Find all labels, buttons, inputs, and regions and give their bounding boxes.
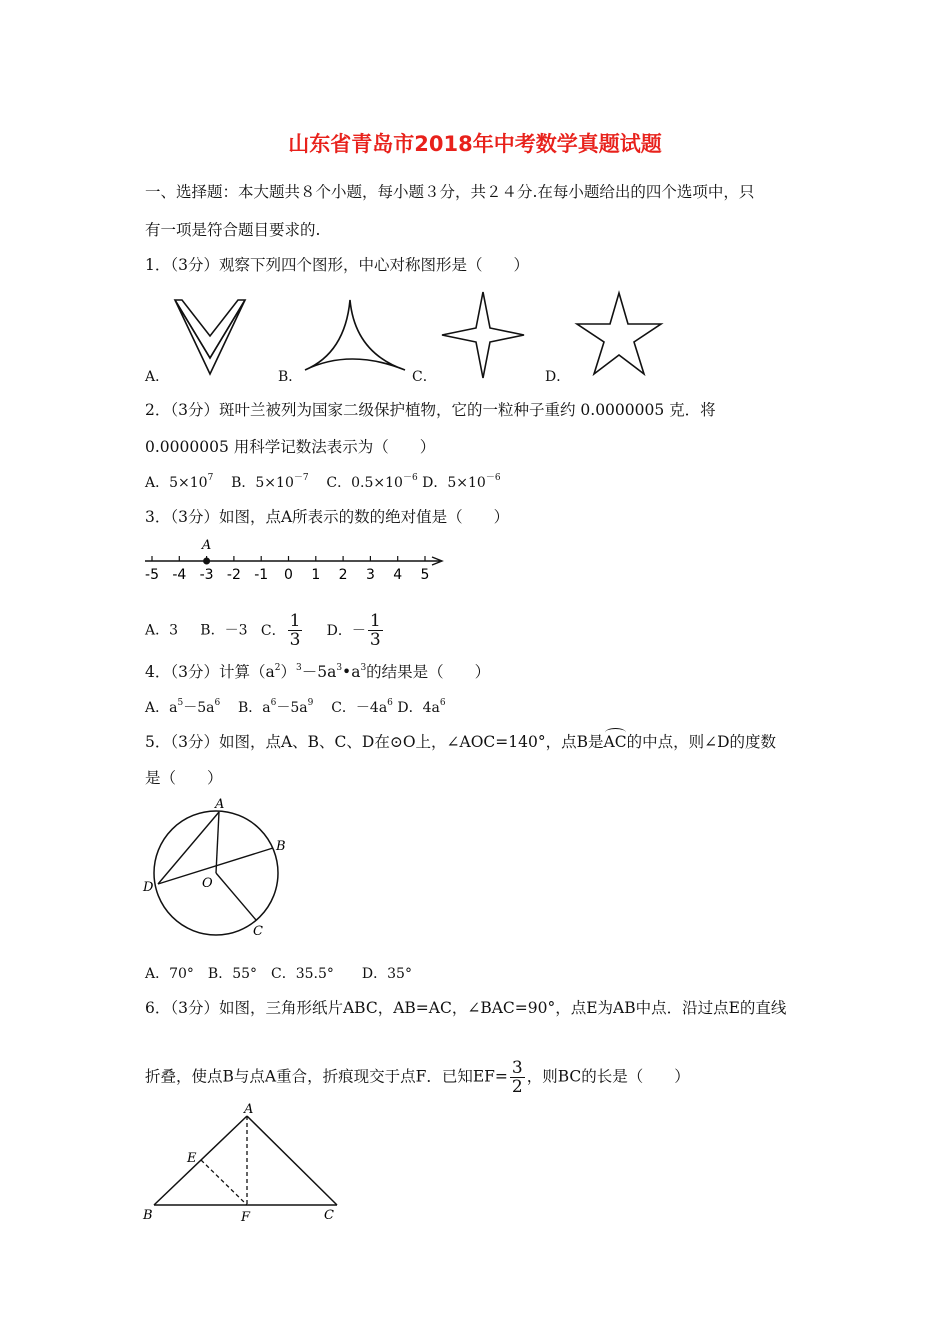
q4-options	[145, 697, 446, 717]
q5-label-b: B	[276, 839, 286, 854]
q5-label-o: O	[202, 876, 213, 891]
q5-stem-line2: 是（ ）	[145, 769, 223, 787]
q3-tick-label: -1	[254, 567, 269, 583]
q5-label-c: C	[253, 924, 263, 939]
q3-tick-label: 2	[338, 567, 348, 583]
q1-figure-c-four-point-star	[438, 290, 528, 382]
q3-tick-label: -4	[172, 567, 187, 583]
q3-number-line	[140, 536, 450, 586]
q3-option-a: A．3	[145, 622, 179, 639]
q6-label-c: C	[324, 1208, 334, 1223]
q3-tick-label: 0	[284, 567, 293, 583]
q3-tick-label: -5	[145, 567, 159, 583]
q4-option-d: D．$4a^6$	[397, 698, 446, 716]
q5-label-d: D	[143, 880, 154, 895]
q5-options: A．70° B．55° C．35.5° D．35°	[145, 966, 412, 982]
q5-label-a: A	[215, 797, 225, 812]
q6-label-e: E	[187, 1151, 197, 1166]
q3-tick-label: 5	[420, 567, 430, 583]
section-intro-line2: 有一项是符合题目要求的.	[145, 221, 321, 239]
q2-options	[145, 472, 501, 492]
q3-tick-label: -3	[199, 567, 214, 583]
q1-stem: 1．（3分）观察下列四个图形，中心对称图形是（ ）	[145, 256, 529, 274]
q3-tick-label: 3	[365, 567, 375, 583]
q1-figure-a-chevron	[170, 298, 250, 380]
q1-option-b-label: B．	[278, 369, 303, 385]
q5-arc-ac: AC	[603, 733, 627, 751]
q2-stem-line2: 0.0000005 用科学记数法表示为（ ）	[145, 438, 436, 456]
section-intro-line1: 一、选择题：本大题共８个小题，每小题３分，共２４分.在每小题给出的四个选项中，只	[145, 183, 755, 201]
q3-tick-label: 4	[393, 567, 403, 583]
q3-point-a-dot	[203, 558, 210, 565]
q6-triangle-figure	[140, 1098, 350, 1228]
q3-stem: 3．（3分）如图，点A所表示的数的绝对值是（ ）	[145, 508, 510, 526]
q2-option-d: D．$5\times 10^{-6}$	[422, 473, 501, 491]
q3-point-a-label: A	[201, 538, 212, 553]
q1-figure-b-curved-triangle	[300, 298, 410, 378]
q2-option-c: C．$0.5\times 10^{-6}$	[326, 473, 418, 491]
q6-label-a: A	[244, 1102, 254, 1117]
q1-option-a-label: A．	[145, 369, 170, 385]
q3-tick-label: -2	[226, 567, 241, 583]
q5-stem-line1: 5．（3分）如图，点A、B、C、D在⊙O上，∠AOC=140°，点B是AC的中点，则∠D的度数	[145, 733, 776, 751]
q3-option-d: D．－ $\frac{1}{3}$	[326, 611, 381, 650]
q3-option-b: B．－3	[200, 622, 248, 639]
q4-stem: 4．（3分）计算$(a^2)^3-5a^3•a^3$的结果是（ ）	[145, 663, 491, 681]
q6-stem-line1: 6．（3分）如图，三角形纸片ABC，AB=AC，∠BAC=90°，点E为AB中点．沿过点E的直线	[145, 999, 787, 1017]
q6-fraction: $\frac{3}{2}$	[511, 1058, 523, 1097]
q2-stem-line1: 2．（3分）斑叶兰被列为国家二级保护植物，它的一粒种子重约 0.0000005 克．将	[145, 401, 716, 419]
q3-option-c: C． $\frac{1}{3}$	[260, 611, 301, 650]
q6-label-f: F	[241, 1210, 251, 1225]
q5-circle-figure	[140, 795, 300, 945]
q6-stem-line2: 折叠，使点B与点A重合，折痕现交于点F．已知EF= $\frac{3}{2}$ ，则BC的长是（ ）	[145, 1058, 690, 1097]
q4-option-a: A．$a^5-5a^6$	[145, 698, 221, 716]
q4-option-c: C．$-4a^6$	[331, 698, 393, 716]
q1-option-c-label: C．	[412, 369, 437, 385]
q4-option-b: B．$a^6-5a^9$	[238, 698, 314, 716]
page-title: 山东省青岛市2018年中考数学真题试题	[288, 132, 662, 156]
q3-options	[145, 612, 385, 649]
q1-option-d-label: D．	[545, 369, 571, 385]
q3-tick-label: 1	[311, 567, 321, 583]
q1-figure-d-five-point-star	[574, 290, 664, 382]
q2-option-a: A．$5\times 10^7$	[145, 473, 214, 491]
q6-label-b: B	[143, 1208, 153, 1223]
q2-option-b: B．$5\times 10^{-7}$	[231, 473, 309, 491]
